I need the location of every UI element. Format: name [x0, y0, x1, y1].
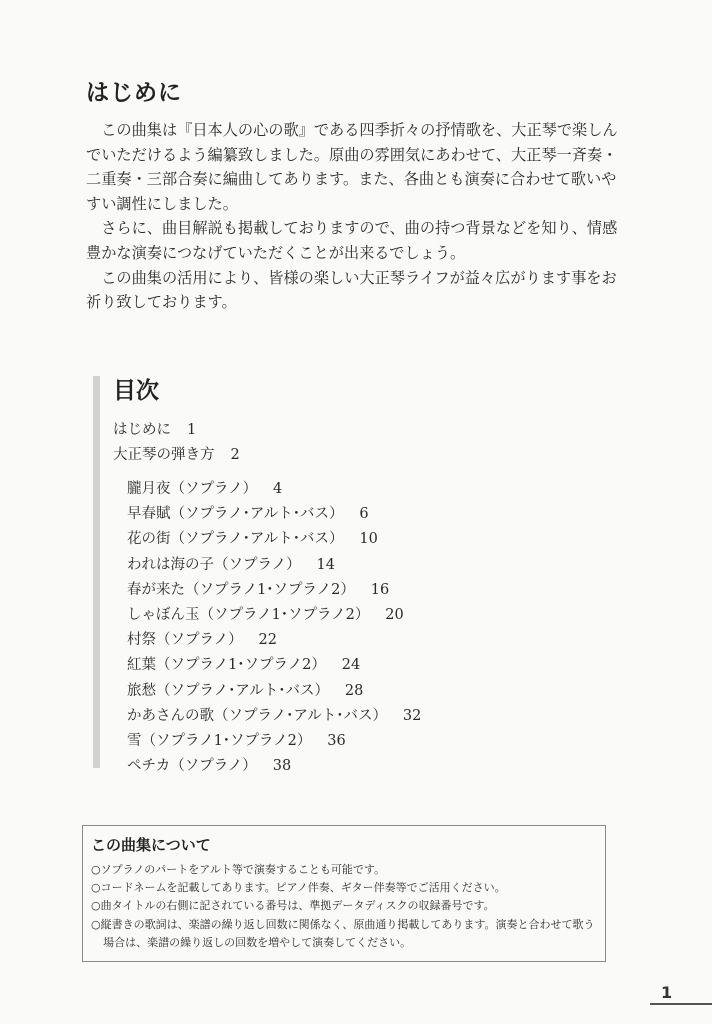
toc-song-page: 20 [385, 607, 404, 624]
intro-paragraph: この曲集の活用により、皆様の楽しい大正琴ライフが益々広がります事をお祈り致しております。 [86, 268, 617, 312]
toc-song-entry [127, 477, 421, 502]
toc-song-entry [127, 729, 421, 754]
toc-top-entries [113, 418, 240, 468]
toc-song-entry [127, 754, 421, 779]
toc-song-title: 春が来た（ソプラノ1･ソプラノ2） [127, 581, 355, 598]
toc-song-entry [127, 628, 421, 653]
notes-heading: この曲集について [91, 836, 211, 854]
toc-song-title: 紅葉（ソプラノ1･ソプラノ2） [127, 657, 326, 674]
toc-song-title: 旅愁（ソプラノ･アルト･バス） [127, 682, 329, 699]
toc-song-title: 花の街（ソプラノ･アルト･バス） [127, 531, 344, 548]
toc-song-title: かあさんの歌（ソプラノ･アルト･バス） [127, 707, 387, 724]
toc-entry [113, 443, 240, 468]
notes-box [82, 825, 606, 962]
toc-song-entry [127, 553, 421, 578]
toc-song-title: しゃぼん玉（ソプラノ1･ソプラノ2） [127, 607, 370, 624]
page-number: 1 [661, 983, 673, 1002]
toc-song-entry [127, 679, 421, 704]
toc-song-title: 雪（ソプラノ1･ソプラノ2） [127, 733, 312, 750]
note-item: ○縦書きの歌詞は、楽譜の繰り返し回数に関係なく、原曲通り掲載してあります。演奏と合わせて歌う場合は、楽譜の繰り返しの回数を増やして演奏してください。 [91, 917, 595, 949]
toc-accent-bar [93, 376, 100, 768]
note-item: ○コードネームを記載してあります。ピアノ伴奏、ギター伴奏等でご活用ください。 [91, 881, 506, 895]
toc-song-page: 10 [359, 531, 378, 548]
toc-song-page: 38 [272, 758, 292, 775]
intro-heading: はじめに [86, 80, 182, 106]
toc-song-page: 28 [344, 682, 364, 699]
toc-heading: 目次 [113, 378, 159, 404]
toc-song-title: 村祭（ソプラノ） [127, 632, 243, 649]
toc-song-page: 14 [316, 556, 335, 573]
toc-song-page: 22 [258, 632, 277, 649]
toc-song-page: 24 [341, 657, 361, 674]
toc-song-entry [127, 527, 421, 552]
toc-song-page: 6 [359, 506, 369, 523]
toc-song-title: ペチカ（ソプラノ） [127, 758, 257, 775]
toc-entry-page: 1 [186, 422, 197, 438]
toc-song-page: 36 [327, 733, 346, 750]
intro-body [86, 118, 626, 315]
toc-song-page: 16 [370, 581, 390, 598]
toc-song-entry [127, 704, 421, 729]
toc-entry-title: はじめに [113, 422, 171, 438]
page-number-rule [650, 1003, 712, 1005]
notes-list [91, 861, 596, 952]
intro-paragraph: さらに、曲目解説も掲載しておりますので、曲の持つ背景などを知り、情感豊かな演奏につなげていただくことが出来るでしょう。 [86, 219, 618, 262]
toc-song-entry [127, 653, 421, 678]
toc-song-entry [127, 603, 421, 628]
toc-song-page: 32 [402, 707, 422, 724]
toc-song-title: われは海の子（ソプラノ） [127, 556, 301, 573]
note-item: ○ソプラノのパートをアルト等で演奏することも可能です。 [91, 863, 385, 876]
toc-song-entry [127, 502, 421, 527]
note-item: ○曲タイトルの右側に記されている番号は、準拠データディスクの収録番号です。 [91, 899, 495, 913]
toc-song-list [127, 477, 421, 779]
toc-song-title: 朧月夜（ソプラノ） [127, 481, 258, 497]
intro-paragraph: この曲集は『日本人の心の歌』である四季折々の抒情歌を、大正琴で楽しんでいただけるよう編纂致しました。原曲の雰囲気にあわせて、大正琴一斉奏・二重奏・三部合奏に編曲してあります。また、各曲とも演奏に合わせて歌いやすい調性にしました。 [86, 121, 618, 213]
toc-song-page: 4 [273, 481, 283, 497]
toc-song-entry [127, 578, 421, 603]
toc-song-title: 早春賦（ソプラノ･アルト･バス） [127, 506, 344, 523]
toc-entry-page: 2 [230, 447, 240, 463]
toc-entry [113, 418, 240, 443]
toc-entry-title: 大正琴の弾き方 [113, 447, 215, 463]
